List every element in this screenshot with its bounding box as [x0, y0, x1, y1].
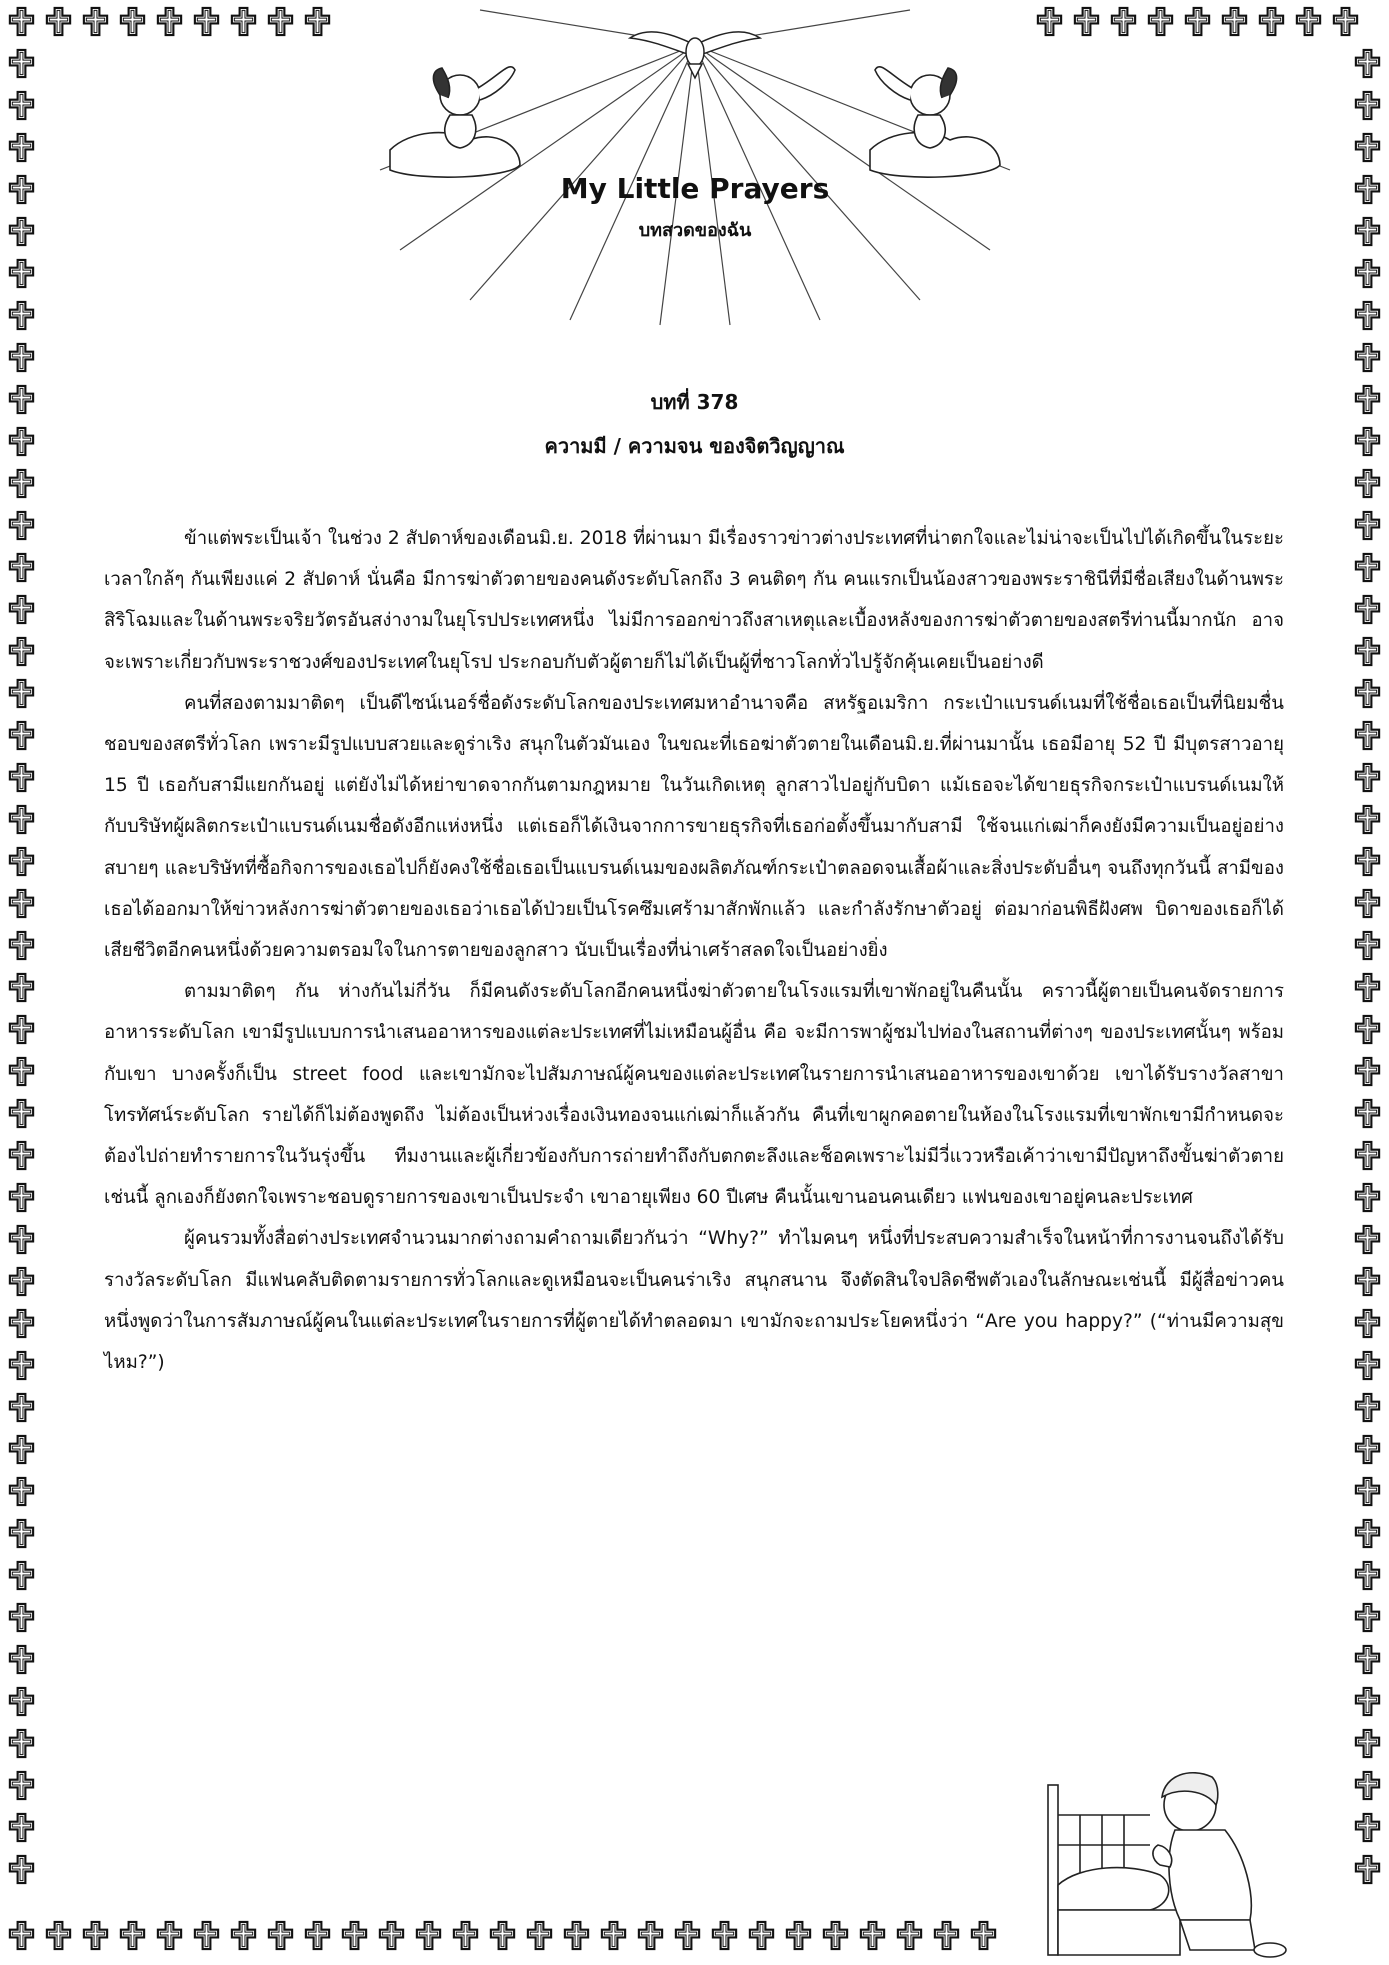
cross-icon: [6, 594, 37, 625]
cross-icon: [6, 342, 37, 373]
cross-icon: [6, 1224, 37, 1255]
cross-icon: [450, 1920, 481, 1951]
cross-icon: [1352, 1266, 1383, 1297]
cross-icon: [1352, 1014, 1383, 1045]
cross-icon: [709, 1920, 740, 1951]
border-right: [1352, 48, 1383, 1885]
cross-icon: [1352, 1686, 1383, 1717]
cross-icon: [1352, 48, 1383, 79]
cross-icon: [6, 1182, 37, 1213]
cross-icon: [524, 1920, 555, 1951]
cross-icon: [1352, 1560, 1383, 1591]
cross-icon: [6, 300, 37, 331]
cross-icon: [302, 1920, 333, 1951]
cross-icon: [6, 48, 37, 79]
cross-icon: [1352, 1182, 1383, 1213]
cross-icon: [1352, 1518, 1383, 1549]
cross-icon: [6, 174, 37, 205]
paragraph-2: คนที่สองตามมาติดๆ เป็นดีไซน์เนอร์ชื่อดังระดับโลกของประเทศมหาอำนาจคือ สหรัฐอเมริกา กระเป๋าแบรนด์เนมที่ใช้ชื่อเธอเป็นที่นิยมชื่นชอบของสตรีทั่วโลก เพราะมีรูปแบบสวยและดูร่าเริง สนุกในตัวมันเอง ในขณะที่เธอฆ่าตัวตายในเดือนมิ.ย.ที่ผ่านมานั้น เธอมีอายุ 52 ปี มีบุตรสาวอายุ 15 ปี เธอกับสามีแยกกันอยู่ แต่ยังไม่ได้หย่าขาดจากกันตามกฎหมาย ในวันเกิดเหตุ ลูกสาวไปอยู่กับบิดา แม้เธอจะได้ขายธุรกิจกระเป๋าแบรนด์เนมให้กับบริษัทผู้ผลิตกระเป๋าแบรนด์เนมชื่อดังอีกแห่งหนึ่ง แต่เธอก็ได้เงินจากการขายธุรกิจที่เธอก่อตั้งขึ้นมากับสามี ใช้จนแก่เฒ่าก็คงยังมีความเป็นอยู่อย่างสบายๆ และบริษัทที่ซื้อกิจการของเธอไปก็ยังคงใช้ชื่อเธอเป็นแบรนด์เนมของผลิตภัณฑ์กระเป๋าตลอดจนเสื้อผ้าและสิ่งประดับอื่นๆ จนถึงทุกวันนี้ สามีของเธอได้ออกมาให้ข่าวหลังการฆ่าตัวตายของเธอว่าเธอได้ป่วยเป็นโรคซึมเศร้ามาสักพักแล้ว และกำลังรักษาตัวอยู่ ต่อมาก่อนพิธีฝังศพ บิดาของเธอก็ได้เสียชีวิตอีกคนหนึ่งด้วยความตรอมใจในการตายของลูกสาว นับเป็นเรื่องที่น่าเศร้าสลดใจเป็นอย่างยิ่ง: [104, 692, 1284, 962]
cross-icon: [1352, 594, 1383, 625]
cross-icon: [6, 1476, 37, 1507]
praying-child-illustration: [1040, 1745, 1290, 1960]
cross-icon: [746, 1920, 777, 1951]
cross-icon: [1352, 1644, 1383, 1675]
cross-icon: [1352, 1056, 1383, 1087]
cross-icon: [1352, 258, 1383, 289]
cross-icon: [1034, 6, 1065, 37]
cross-icon: [6, 1518, 37, 1549]
cross-icon: [1352, 510, 1383, 541]
cross-icon: [1352, 1770, 1383, 1801]
cross-icon: [6, 1392, 37, 1423]
cross-icon: [265, 1920, 296, 1951]
cross-icon: [6, 132, 37, 163]
cross-icon: [6, 930, 37, 961]
cross-icon: [6, 1014, 37, 1045]
cross-icon: [1071, 6, 1102, 37]
cross-icon: [191, 6, 222, 37]
cross-icon: [1352, 90, 1383, 121]
cross-icon: [561, 1920, 592, 1951]
paragraph-3: ตามมาติดๆ กัน ห่างกันไม่กี่วัน ก็มีคนดังระดับโลกอีกคนหนึ่งฆ่าตัวตายในโรงแรมที่เขาพักอยู่ในคืนนั้น คราวนี้ผู้ตายเป็นคนจัดรายการอาหารระดับโลก เขามีรูปแบบการนำเสนออาหารของแต่ละประเทศที่ไม่เหมือนผู้อื่น คือ จะมีการพาผู้ชมไปท่องในสถานที่ต่างๆ ของประเทศนั้นๆ พร้อมกับเขา บางครั้งก็เป็น street food และเขามักจะไปสัมภาษณ์ผู้คนของแต่ละประเทศในรายการนำเสนออาหารของเขาด้วย เขาได้รับรางวัลสาขาโทรทัศน์ระดับโลก รายได้ก็ไม่ต้องพูดถึง ไม่ต้องเป็นห่วงเรื่องเงินทองจนแก่เฒ่าก็แล้วกัน คืนที่เขาผูกคอตายในห้องในโรงแรมที่เขาพักเขามีกำหนดจะต้องไปถ่ายทำรายการในวันรุ่งขึ้น ทีมงานและผู้เกี่ยวข้องกับการถ่ายทำถึงกับตกตะลึงและช็อคเพราะไม่มีวี่แววหรือเค้าว่าเขามีปัญหาถึงขั้นฆ่าตัวตายเช่นนี้ ลูกเองก็ยังตกใจเพราะชอบดูรายการของเขาเป็นประจำ เขาอายุเพียง 60 ปีเศษ คืนนั้นเขานอนคนเดียว แฟนของเขาอยู่คนละประเทศ: [104, 981, 1284, 1209]
cross-icon: [1352, 132, 1383, 163]
cross-icon: [1293, 6, 1324, 37]
cross-icon: [1352, 1392, 1383, 1423]
dove-icon: [630, 32, 760, 78]
cross-icon: [1352, 1140, 1383, 1171]
cross-icon: [968, 1920, 999, 1951]
cross-icon: [1330, 6, 1361, 37]
cross-icon: [191, 1920, 222, 1951]
cross-icon: [1352, 1350, 1383, 1381]
cross-icon: [6, 1140, 37, 1171]
cross-icon: [154, 6, 185, 37]
cross-icon: [1108, 6, 1139, 37]
cross-icon: [931, 1920, 962, 1951]
cross-icon: [1352, 888, 1383, 919]
cross-icon: [413, 1920, 444, 1951]
cross-icon: [6, 1854, 37, 1885]
cross-icon: [1352, 552, 1383, 583]
cross-icon: [6, 720, 37, 751]
cross-icon: [117, 6, 148, 37]
cross-icon: [1352, 762, 1383, 793]
cross-icon: [1352, 1434, 1383, 1465]
paragraph-4: ผู้คนรวมทั้งสื่อต่างประเทศจำนวนมากต่างถามคำถามเดียวกันว่า “Why?” ทำไมคนๆ หนึ่งที่ประสบความสำเร็จในหน้าที่การงานจนถึงได้รับรางวัลระดับโลก มีแฟนคลับติดตามรายการทั่วโลกและดูเหมือนจะเป็นคนร่าเริง สนุกสนาน จึงตัดสินใจปลิดชีพตัวเองในลักษณะเช่นนี้ มีผู้สื่อข่าวคนหนึ่งพูดว่าในการสัมภาษณ์ผู้คนในแต่ละประเทศในรายการที่ผู้ตายได้ทำตลอดมา เขามักจะถามประโยคหนึ่งว่า “Are you happy?” (“ท่านมีความสุขไหม?”): [104, 1228, 1284, 1374]
cross-icon: [1256, 6, 1287, 37]
cross-icon: [6, 846, 37, 877]
cross-icon: [6, 972, 37, 1003]
cross-icon: [1352, 174, 1383, 205]
cross-icon: [1352, 1854, 1383, 1885]
cross-icon: [1352, 720, 1383, 751]
cross-icon: [1352, 972, 1383, 1003]
cross-icon: [6, 1350, 37, 1381]
cross-icon: [6, 258, 37, 289]
cross-icon: [6, 1056, 37, 1087]
cross-icon: [302, 6, 333, 37]
cross-icon: [265, 6, 296, 37]
cross-icon: [1352, 342, 1383, 373]
cross-icon: [1352, 1224, 1383, 1255]
cross-icon: [1352, 846, 1383, 877]
cross-icon: [80, 6, 111, 37]
border-bottom: [6, 1920, 999, 1951]
cross-icon: [6, 636, 37, 667]
cross-icon: [598, 1920, 629, 1951]
cross-icon: [894, 1920, 925, 1951]
cross-icon: [6, 216, 37, 247]
cross-icon: [154, 1920, 185, 1951]
cross-icon: [1352, 1308, 1383, 1339]
cross-icon: [1352, 678, 1383, 709]
cross-icon: [117, 1920, 148, 1951]
cross-icon: [1145, 6, 1176, 37]
cross-icon: [1352, 1728, 1383, 1759]
cross-icon: [1182, 6, 1213, 37]
cross-icon: [857, 1920, 888, 1951]
cross-icon: [6, 1728, 37, 1759]
cross-icon: [1352, 1812, 1383, 1843]
body-text: [104, 518, 1284, 1383]
cross-icon: [80, 1920, 111, 1951]
cross-icon: [783, 1920, 814, 1951]
cross-icon: [6, 1266, 37, 1297]
dove-angels-illustration: [360, 0, 1030, 330]
border-top-left: [6, 6, 333, 37]
cross-icon: [6, 762, 37, 793]
cross-icon: [6, 552, 37, 583]
cross-icon: [6, 468, 37, 499]
cross-icon: [6, 1812, 37, 1843]
cross-icon: [1352, 1602, 1383, 1633]
cross-icon: [1219, 6, 1250, 37]
border-top-right: [1034, 6, 1361, 37]
cross-icon: [6, 678, 37, 709]
cross-icon: [1352, 468, 1383, 499]
cross-icon: [1352, 636, 1383, 667]
cross-icon: [487, 1920, 518, 1951]
cross-icon: [6, 90, 37, 121]
cross-icon: [820, 1920, 851, 1951]
cross-icon: [6, 1098, 37, 1129]
paragraph-1: ข้าแต่พระเป็นเจ้า ในช่วง 2 สัปดาห์ของเดือนมิ.ย. 2018 ที่ผ่านมา มีเรื่องราวข่าวต่างประเทศที่น่าตกใจและไม่น่าจะเป็นไปได้เกิดขึ้นในระยะเวลาใกล้ๆ กันเพียงแค่ 2 สัปดาห์ นั่นคือ มีการฆ่าตัวตายของคนดังระดับโลกถึง 3 คนติดๆ กัน คนแรกเป็นน้องสาวของพระราชินีที่มีชื่อเสียงในด้านพระสิริโฉมและในด้านพระจริยวัตรอันสง่างามในยุโรปประเทศหนึ่ง ไม่มีการออกข่าวถึงสาเหตุและเบื้องหลังของการฆ่าตัวตายของสตรีท่านนี้มากนัก อาจจะเพราะเกี่ยวกับพระราชวงศ์ของประเทศในยุโรป ประกอบกับตัวผู้ตายก็ไม่ได้เป็นผู้ที่ชาวโลกทั่วไปรู้จักคุ้นเคยเป็นอย่างดี: [104, 528, 1284, 673]
cross-icon: [339, 1920, 370, 1951]
cross-icon: [6, 1560, 37, 1591]
cross-icon: [228, 1920, 259, 1951]
cross-icon: [1352, 930, 1383, 961]
cross-icon: [6, 1308, 37, 1339]
lesson-title: ความมี / ความจน ของจิตวิญญาณ: [544, 434, 845, 458]
cross-icon: [1352, 216, 1383, 247]
cross-icon: [6, 804, 37, 835]
cross-icon: [6, 1770, 37, 1801]
cross-icon: [43, 1920, 74, 1951]
cross-icon: [6, 1686, 37, 1717]
cross-icon: [672, 1920, 703, 1951]
cross-icon: [1352, 804, 1383, 835]
cross-icon: [6, 510, 37, 541]
border-left: [6, 48, 37, 1885]
cross-icon: [6, 6, 37, 37]
cross-icon: [1352, 1476, 1383, 1507]
cross-icon: [376, 1920, 407, 1951]
cross-icon: [6, 1920, 37, 1951]
cross-icon: [6, 1602, 37, 1633]
cross-icon: [6, 1644, 37, 1675]
header-title: My Little Prayers: [560, 172, 830, 205]
cross-icon: [635, 1920, 666, 1951]
cross-icon: [6, 1434, 37, 1465]
header-subtitle: บทสวดของฉัน: [638, 220, 752, 241]
cross-icon: [1352, 1098, 1383, 1129]
lesson-number: บทที่ 378: [650, 390, 739, 414]
cross-icon: [1352, 300, 1383, 331]
cross-icon: [228, 6, 259, 37]
cross-icon: [43, 6, 74, 37]
cross-icon: [6, 888, 37, 919]
